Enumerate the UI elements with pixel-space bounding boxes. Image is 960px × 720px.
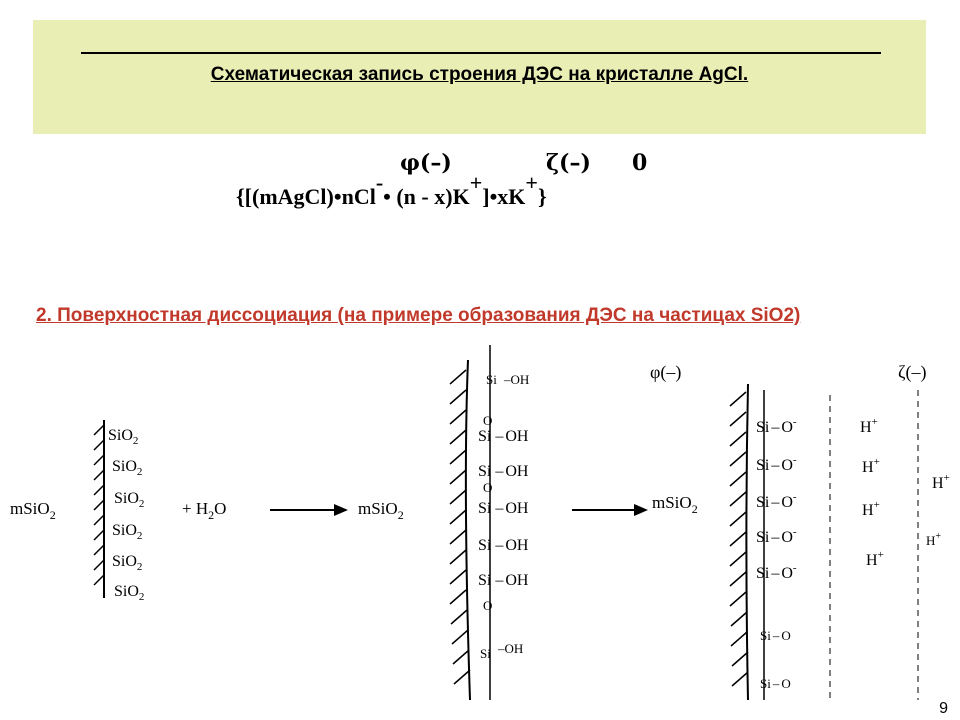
svg-text:SiO2: SiO$_2$	[108, 427, 139, 447]
formula-dot: •	[489, 184, 498, 209]
section-heading: 2. Поверхностная диссоциация (на примере образования ДЭС на частицах SiO2)	[36, 305, 801, 326]
reaction-arrow-2	[572, 504, 648, 516]
svg-text:SiO2: SiO$_2$	[112, 553, 143, 573]
reaction-arrow-1	[270, 504, 348, 516]
svg-text:Si: Si	[486, 372, 497, 387]
svg-text:Si–O: Si – O	[760, 628, 791, 643]
svg-text:H+: H+	[932, 472, 950, 492]
svg-text:H+: H+	[862, 456, 880, 476]
zeta-potential: ζ(–)	[546, 150, 591, 176]
formula-counter-ions: (n - x)K	[396, 184, 470, 209]
zeta-diagram-label: ζ(–)	[898, 362, 927, 382]
formula-close: }	[537, 184, 547, 209]
formula-minus: -	[375, 170, 384, 195]
msio2-left-label: mSiO$_2$	[10, 499, 56, 522]
svg-text:SiO2: SiO$_2$	[114, 490, 145, 510]
svg-text:Si: Si	[480, 646, 491, 661]
formula-ncl: nCl	[341, 184, 376, 209]
svg-text:Si–O-: Si – O-	[756, 491, 797, 511]
svg-text:Si–O-: Si – O-	[756, 454, 797, 474]
hydrogen-counter-ions	[860, 416, 950, 569]
plus-water-label: + $H_2O$	[182, 499, 227, 522]
svg-text:Si–OH: Si – OH	[478, 572, 529, 589]
svg-text:H+: H+	[866, 549, 884, 569]
sio2-surface-groups	[108, 427, 144, 603]
msio2-middle-label: mSiO$_2$	[358, 499, 404, 522]
msio2-right-label: mSiO$_2$	[652, 493, 698, 516]
svg-text:Si–O-: Si – O-	[756, 526, 797, 546]
svg-text:O: O	[483, 598, 493, 613]
silanol-groups	[478, 372, 529, 661]
left-particle-surface	[94, 420, 104, 598]
svg-text:H+: H+	[862, 499, 880, 519]
page-number: 9	[939, 700, 948, 717]
svg-text:Si–O-: Si – O-	[756, 416, 797, 436]
svg-text:–OH: –OH	[504, 372, 530, 387]
svg-text:SiO2: SiO$_2$	[112, 458, 143, 478]
formula-plus: +	[525, 170, 538, 195]
svg-text:H+: H+	[860, 416, 878, 436]
svg-text:H+: H+	[926, 531, 942, 548]
svg-text:Si–OH: Si – OH	[478, 463, 529, 480]
formula-bracket: ]	[482, 184, 490, 209]
formula-dot: •	[383, 184, 391, 209]
svg-text:Si–O-: Si – O-	[756, 562, 797, 582]
svg-text:Si–OH: Si – OH	[478, 500, 529, 517]
formula-core: {[(mAgCl)	[236, 184, 334, 209]
silanolate-groups	[756, 416, 797, 691]
formula-dot: •	[333, 184, 342, 209]
svg-text:Si–OH: Si – OH	[478, 428, 529, 445]
svg-text:SiO2: SiO$_2$	[114, 583, 145, 603]
svg-text:Si–O: Si – O	[760, 676, 791, 691]
phi-potential: φ(–)	[400, 150, 452, 176]
svg-text:O: O	[483, 480, 493, 495]
phi-diagram-label: φ(–)	[650, 362, 682, 382]
svg-text:Si–OH: Si – OH	[478, 537, 529, 554]
svg-text:O: O	[483, 413, 493, 428]
svg-text:–OH: –OH	[498, 641, 524, 656]
formula-plus: +	[469, 170, 483, 195]
formula-diffuse: xK	[497, 184, 526, 209]
svg-text:SiO2: SiO$_2$	[112, 522, 143, 542]
zero-potential: 0	[632, 150, 648, 176]
slide-title: Схематическая запись строения ДЭС на кристалле AgCl.	[210, 64, 749, 85]
